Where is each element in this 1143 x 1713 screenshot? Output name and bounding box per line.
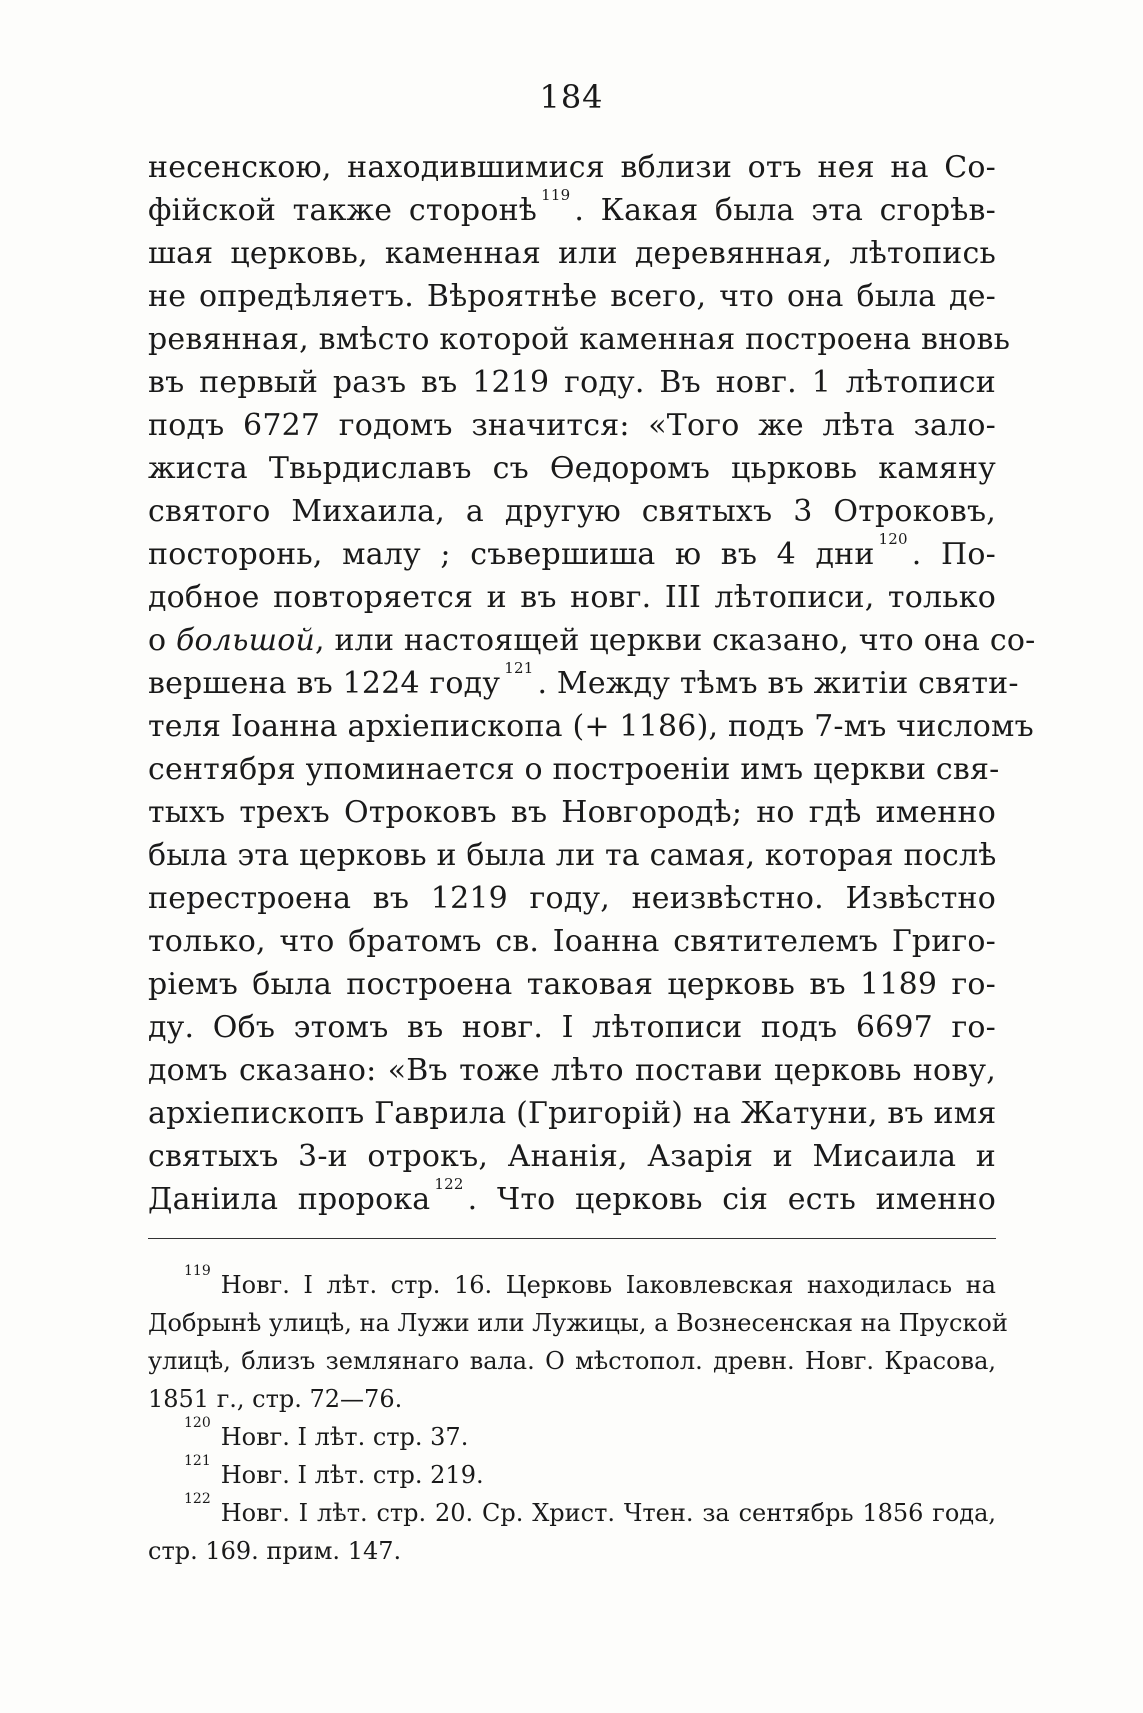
text-line: [148, 791, 996, 834]
text-line: [148, 619, 1036, 662]
body-text: [148, 146, 1036, 1221]
text-segment: вершена въ 1224 году: [148, 666, 501, 701]
text-segment: несенскою, находившимися вблизи отъ нея на Со-: [148, 150, 996, 185]
text-segment: домъ сказано: «Въ тоже лѣто постави церковь нову,: [148, 1053, 996, 1088]
footnote-text: Новг. I лѣт. стр. 37.: [220, 1423, 469, 1451]
text-segment: о: [148, 623, 176, 658]
text-line: [148, 1006, 996, 1049]
footnote-divider: [148, 1238, 996, 1239]
text-line: [148, 1175, 996, 1221]
footnote-line: [148, 1453, 996, 1494]
footnotes: [148, 1263, 1008, 1570]
text-segment: сентября упоминается о построеніи имъ церкви свя-: [148, 752, 1000, 787]
text-line: [148, 318, 1011, 361]
text-segment: Даніила пророка: [148, 1182, 431, 1217]
page-number: 184: [539, 78, 604, 116]
text-line: [148, 576, 996, 619]
text-segment: не опредѣляетъ. Вѣроятнѣе всего, что она была де-: [148, 279, 996, 314]
text-segment: ріемъ была построена таковая церковь въ 1189 го-: [148, 967, 996, 1002]
text-line: [148, 834, 996, 877]
footnote-reference: 119: [541, 186, 571, 204]
text-segment: тыхъ трехъ Отроковъ въ Новгородѣ; но гдѣ именно: [148, 795, 996, 830]
text-line: [148, 920, 996, 963]
text-segment: святыхъ 3-и отрокъ, Ананія, Азарія и Мисаила и: [148, 1139, 996, 1174]
text-line: [148, 877, 996, 920]
text-line: [148, 1049, 996, 1092]
footnote-line: [148, 1304, 1008, 1342]
text-segment: только, что братомъ св. Іоанна святителемъ Григо-: [148, 924, 996, 959]
text-line: [148, 186, 996, 232]
text-segment: посторонь, малу ; съвершиша ю въ 4 дни: [148, 537, 875, 572]
footnote-text: Новг. I лѣт. стр. 16. Церковь Іаковлевская находилась на: [220, 1271, 996, 1299]
text-segment: архіепископъ Гаврила (Григорій) на Жатуни, въ имя: [148, 1096, 997, 1131]
text-segment: . По-: [911, 537, 996, 572]
text-segment: фійской также сторонѣ: [148, 193, 538, 228]
text-line: [148, 1092, 996, 1135]
text-segment: перестроена въ 1219 году, неизвѣстно. Извѣстно: [148, 881, 996, 916]
text-line: [148, 1135, 996, 1178]
footnote-line: [148, 1532, 996, 1570]
text-segment: жиста Твьрдиславъ съ Өедоромъ цьрковь камяну: [148, 451, 996, 486]
text-segment: въ первый разъ въ 1219 году. Въ новг. 1 лѣтописи: [148, 365, 996, 400]
footnote-text: Новг. I лѣт. стр. 20. Ср. Христ. Чтен. за сентябрь 1856 года,: [220, 1499, 996, 1527]
emphasis-text: большой: [176, 623, 316, 658]
text-line: [148, 530, 996, 576]
text-segment: шая церковь, каменная или деревянная, лѣтопись: [148, 236, 996, 271]
footnote-mark: 122: [184, 1491, 211, 1507]
footnote-line: [148, 1342, 996, 1380]
text-line: [148, 963, 996, 1006]
footnote-reference: 121: [504, 659, 534, 677]
text-line: [148, 404, 996, 447]
text-line: [148, 748, 1000, 791]
footnote-reference: 122: [434, 1175, 464, 1193]
footnote-line: [148, 1491, 996, 1532]
text-line: [148, 275, 996, 318]
text-segment: подъ 6727 годомъ значится: «Того же лѣта зало-: [148, 408, 996, 443]
text-line: [148, 361, 996, 404]
footnote-text: стр. 169. прим. 147.: [148, 1537, 402, 1565]
footnote-reference: 120: [878, 530, 908, 548]
footnote-text: Добрынѣ улицѣ, на Лужи или Лужицы, а Вознесенская на Пруской: [148, 1309, 1008, 1337]
text-line: [148, 490, 996, 533]
text-segment: ревянная, вмѣсто которой каменная построена вновь: [148, 322, 1011, 357]
footnote-mark: 119: [184, 1263, 211, 1279]
text-line: [148, 146, 996, 189]
text-segment: . Какая была эта сгорѣв-: [574, 193, 996, 228]
footnote-mark: 121: [184, 1453, 211, 1469]
footnote-line: [148, 1380, 996, 1418]
text-segment: ду. Объ этомъ въ новг. I лѣтописи подъ 6697 го-: [148, 1010, 996, 1045]
footnote-line: [148, 1415, 996, 1456]
text-segment: теля Іоанна архіепископа (+ 1186), подъ 7-мъ числомъ: [148, 709, 1034, 744]
footnote-mark: 120: [184, 1415, 211, 1431]
text-segment: добное повторяется и въ новг. III лѣтописи, только: [148, 580, 996, 615]
footnote-text: 1851 г., стр. 72—76.: [148, 1385, 403, 1413]
footnote-line: [148, 1263, 996, 1304]
text-segment: была эта церковь и была ли та самая, которая послѣ: [148, 838, 997, 873]
footnote-text: Новг. I лѣт. стр. 219.: [220, 1461, 484, 1489]
text-line: [148, 705, 1034, 748]
text-segment: , или настоящей церкви сказано, что она со-: [315, 623, 1036, 658]
text-line: [148, 447, 996, 490]
text-segment: святого Михаила, а другую святыхъ 3 Отроковъ,: [148, 494, 996, 529]
text-line: [148, 232, 996, 275]
text-segment: . Что церковь сія есть именно: [467, 1182, 996, 1217]
footnote-text: улицѣ, близъ землянаго вала. О мѣстопол. древн. Новг. Красова,: [148, 1347, 996, 1375]
text-line: [148, 659, 1019, 705]
text-segment: . Между тѣмъ въ житіи святи-: [537, 666, 1019, 701]
